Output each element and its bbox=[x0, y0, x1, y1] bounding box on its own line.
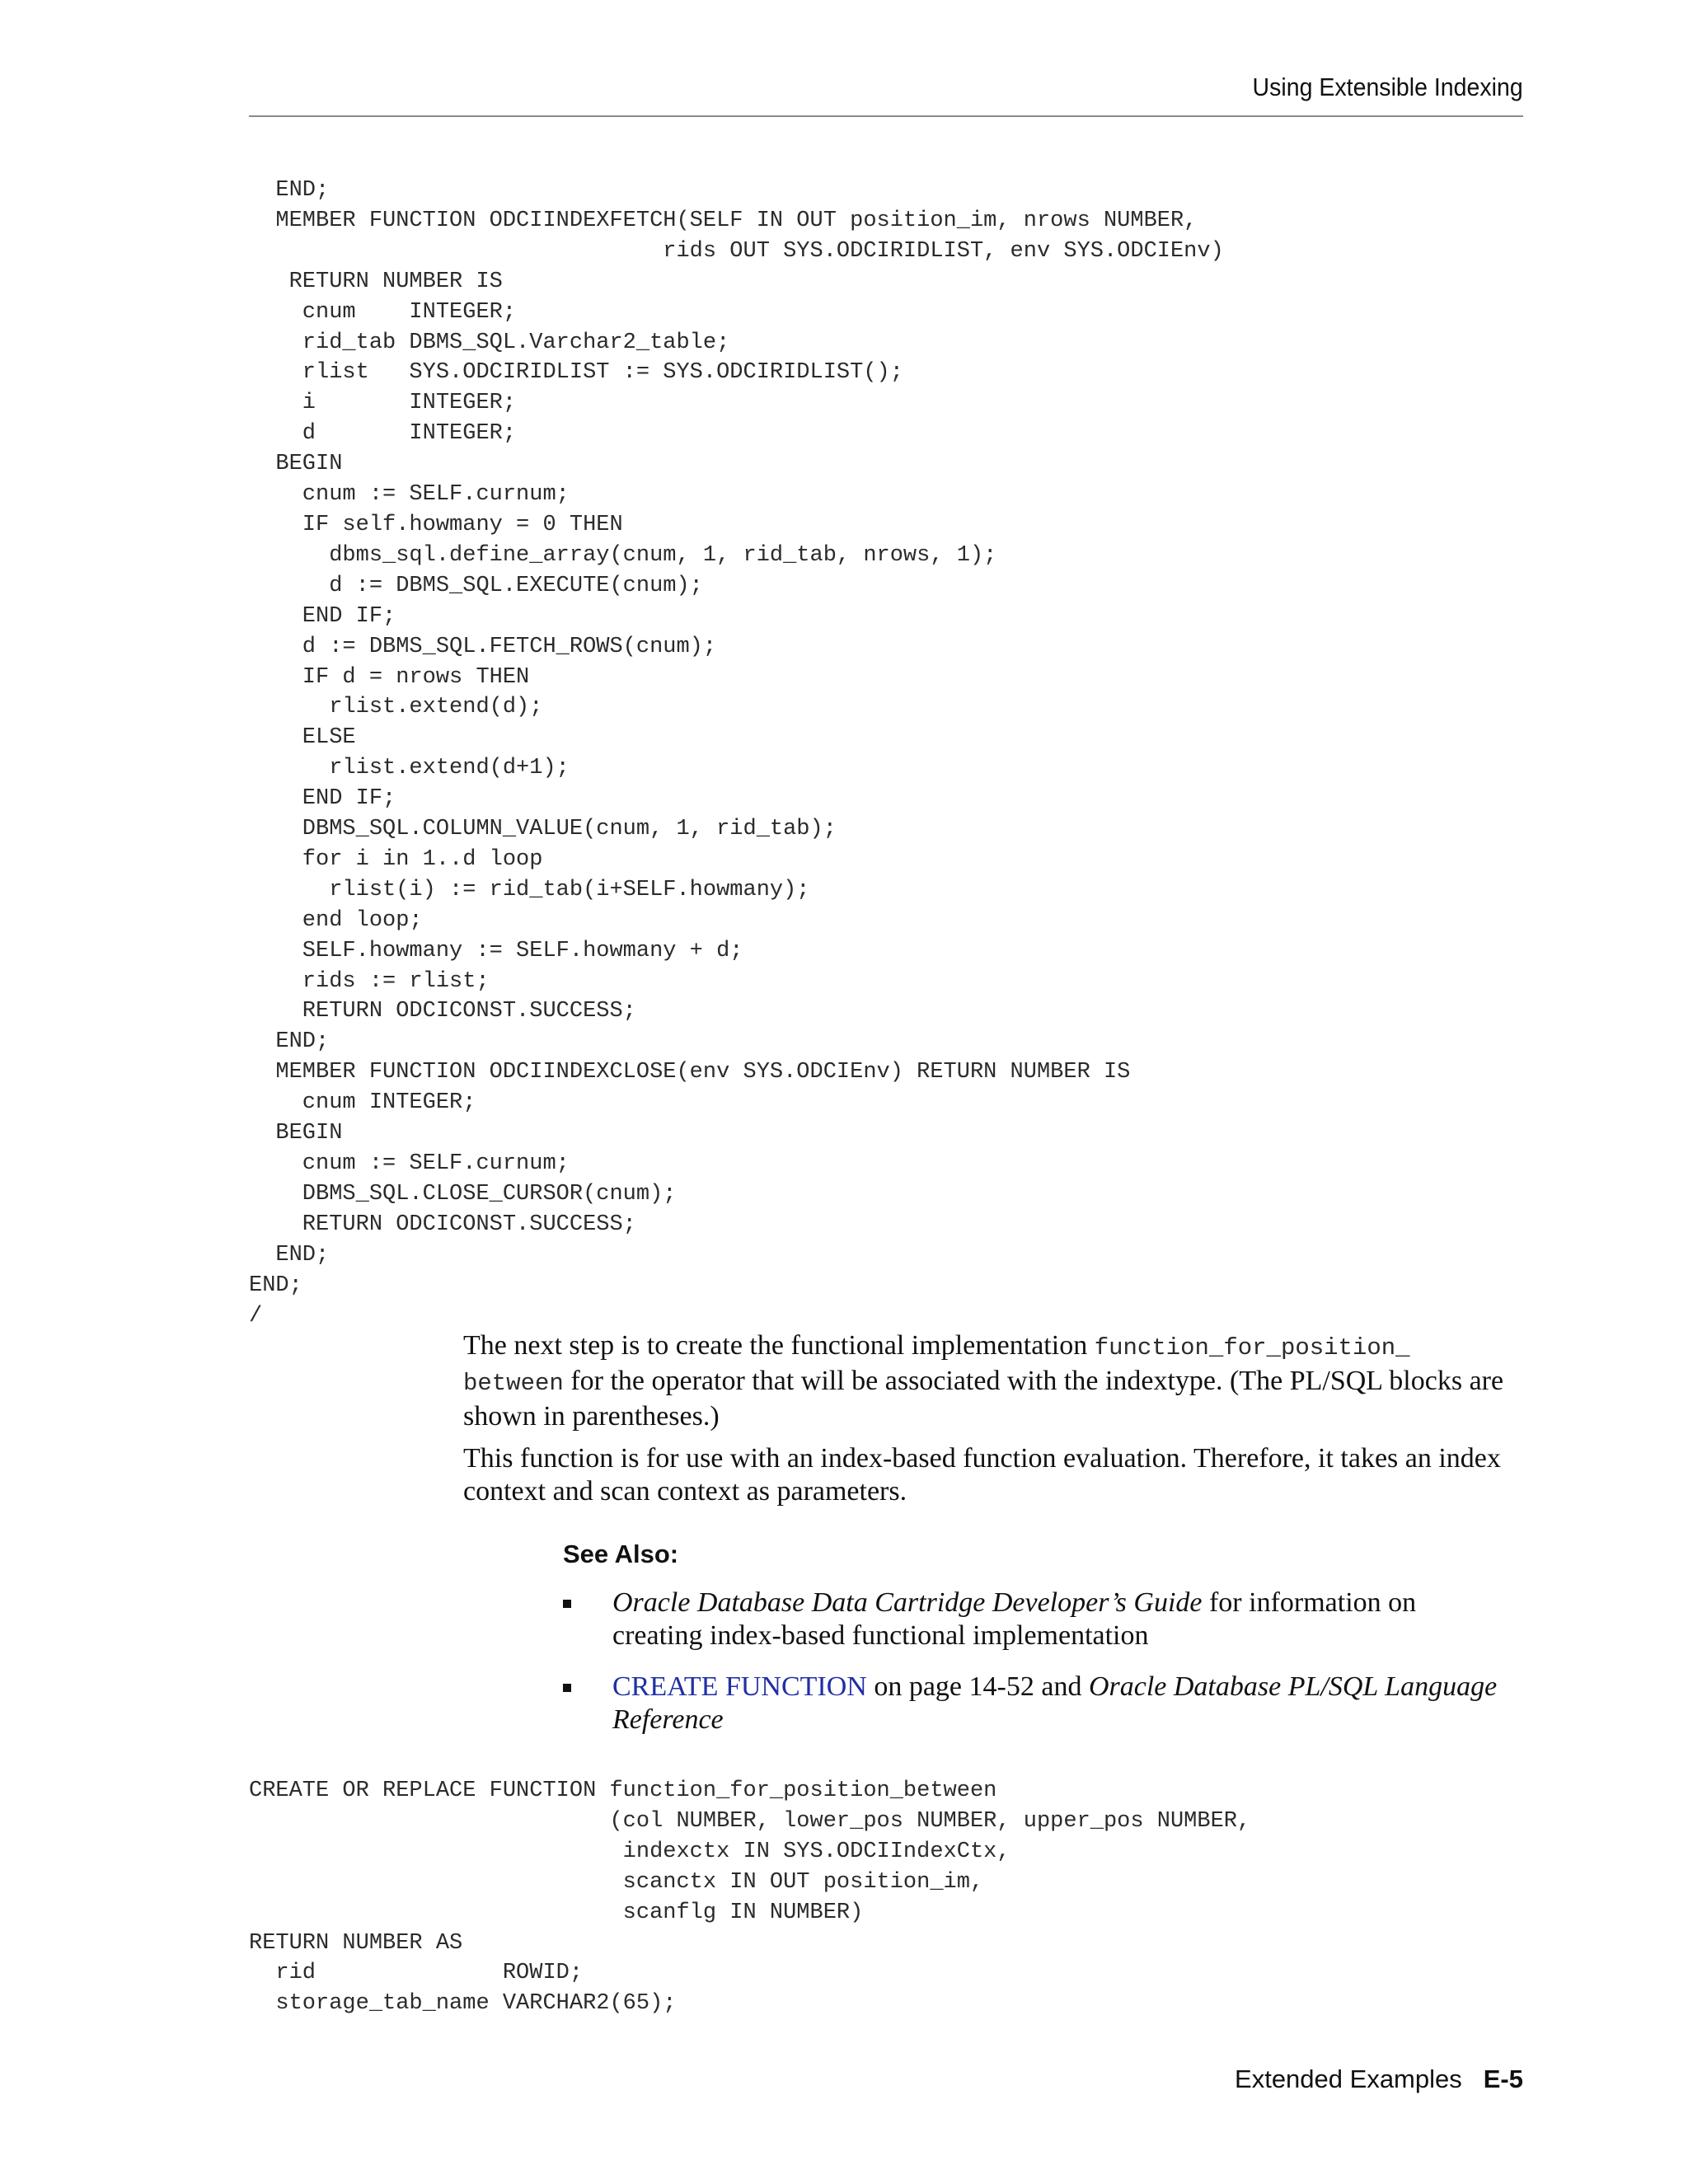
code-line: rid ROWID; bbox=[249, 1961, 584, 1986]
running-header-title: Using Extensible Indexing bbox=[1252, 73, 1523, 101]
code-line: RETURN NUMBER IS bbox=[249, 269, 503, 294]
paragraph-text: for the operator that will be associated with the indextype. (The PL/SQL blocks are shown in parentheses.) bbox=[463, 1366, 1504, 1432]
page-footer bbox=[1235, 2064, 1523, 2094]
code-line: d := DBMS_SQL.EXECUTE(cnum); bbox=[249, 573, 703, 598]
code-line: END IF; bbox=[249, 786, 396, 812]
bullet-icon bbox=[563, 1600, 571, 1608]
code-line: DBMS_SQL.COLUMN_VALUE(cnum, 1, rid_tab); bbox=[249, 817, 837, 842]
code-line: (col NUMBER, lower_pos NUMBER, upper_pos NUMBER, bbox=[249, 1808, 1251, 1834]
code-line: cnum := SELF.curnum; bbox=[249, 482, 570, 508]
code-line: rlist SYS.ODCIRIDLIST := SYS.ODCIRIDLIST(); bbox=[249, 360, 903, 386]
code-line: end loop; bbox=[249, 907, 423, 933]
see-also-text: for information on creating index-based functional implementation bbox=[612, 1587, 1417, 1651]
paragraph-index-context: This function is for use with an index-based function evaluation. Therefore, it takes an index context and scan context as parameters. bbox=[463, 1443, 1501, 1507]
code-line: cnum INTEGER; bbox=[249, 1090, 476, 1116]
paragraph-functional-implementation bbox=[463, 1329, 1526, 1433]
code-line: END; bbox=[249, 178, 330, 203]
code-line: cnum := SELF.curnum; bbox=[249, 1151, 570, 1176]
code-line: rids := rlist; bbox=[249, 968, 490, 994]
code-line: RETURN ODCICONST.SUCCESS; bbox=[249, 1212, 636, 1237]
code-line: rlist.extend(d+1); bbox=[249, 756, 570, 781]
code-line: IF d = nrows THEN bbox=[249, 664, 530, 690]
code-line: i INTEGER; bbox=[249, 391, 517, 416]
code-line: rids OUT SYS.ODCIRIDLIST, env SYS.ODCIEnv) bbox=[249, 238, 1224, 264]
code-line: scanctx IN OUT position_im, bbox=[249, 1869, 984, 1895]
see-also-list bbox=[563, 1586, 1503, 1755]
inline-code-function-name-cont: between bbox=[463, 1370, 564, 1397]
code-line: for i in 1..d loop bbox=[249, 846, 543, 872]
create-function-link[interactable]: CREATE FUNCTION bbox=[612, 1671, 867, 1702]
code-block-fetch-close bbox=[249, 176, 1224, 1331]
code-block-create-function bbox=[249, 1776, 1250, 2019]
book-title: Oracle Database PL/SQL Language Reference bbox=[612, 1671, 1498, 1735]
code-line: SELF.howmany := SELF.howmany + d; bbox=[249, 938, 743, 963]
book-title: Oracle Database Data Cartridge Developer’s Guide bbox=[612, 1587, 1203, 1618]
code-line: END; bbox=[249, 1029, 330, 1055]
code-line: MEMBER FUNCTION ODCIINDEXCLOSE(env SYS.ODCIEnv) RETURN NUMBER IS bbox=[249, 1060, 1131, 1085]
code-line: rlist.extend(d); bbox=[249, 695, 543, 720]
code-line: scanflg IN NUMBER) bbox=[249, 1900, 864, 1925]
code-line: CREATE OR REPLACE FUNCTION function_for_position_between bbox=[249, 1779, 997, 1803]
code-line: DBMS_SQL.CLOSE_CURSOR(cnum); bbox=[249, 1181, 677, 1207]
code-line: indexctx IN SYS.ODCIIndexCtx, bbox=[249, 1839, 1010, 1864]
code-line: END IF; bbox=[249, 603, 396, 629]
code-line: d INTEGER; bbox=[249, 421, 517, 447]
code-line: rid_tab DBMS_SQL.Varchar2_table; bbox=[249, 330, 730, 355]
code-line: storage_tab_name VARCHAR2(65); bbox=[249, 1991, 677, 2017]
code-line: d := DBMS_SQL.FETCH_ROWS(cnum); bbox=[249, 634, 717, 659]
code-line: RETURN ODCICONST.SUCCESS; bbox=[249, 999, 636, 1024]
see-also-heading: See Also: bbox=[563, 1540, 679, 1568]
code-line: rlist(i) := rid_tab(i+SELF.howmany); bbox=[249, 877, 810, 902]
code-line: cnum INTEGER; bbox=[249, 299, 517, 325]
paragraph-text: The next step is to create the functional implementation bbox=[463, 1330, 1095, 1361]
code-line: RETURN NUMBER AS bbox=[249, 1930, 463, 1956]
see-also-text: on page 14-52 and bbox=[866, 1671, 1089, 1702]
code-line: END; bbox=[249, 1242, 330, 1268]
header-rule bbox=[249, 115, 1523, 117]
code-line: / bbox=[249, 1303, 263, 1329]
code-line: IF self.howmany = 0 THEN bbox=[249, 512, 623, 537]
page-number: E-5 bbox=[1483, 2064, 1523, 2093]
code-line: END; bbox=[249, 1272, 302, 1298]
code-line: MEMBER FUNCTION ODCIINDEXFETCH(SELF IN OUT position_im, nrows NUMBER, bbox=[249, 208, 1198, 233]
code-line: dbms_sql.define_array(cnum, 1, rid_tab, nrows, 1); bbox=[249, 542, 997, 568]
bullet-icon bbox=[563, 1684, 571, 1692]
see-also-item bbox=[563, 1671, 1503, 1736]
code-line: ELSE bbox=[249, 725, 356, 751]
see-also-item bbox=[563, 1586, 1503, 1652]
code-line: BEGIN bbox=[249, 452, 343, 477]
inline-code-function-name: function_for_position_ bbox=[1094, 1334, 1410, 1361]
footer-section: Extended Examples bbox=[1235, 2064, 1462, 2093]
code-line: BEGIN bbox=[249, 1121, 343, 1146]
